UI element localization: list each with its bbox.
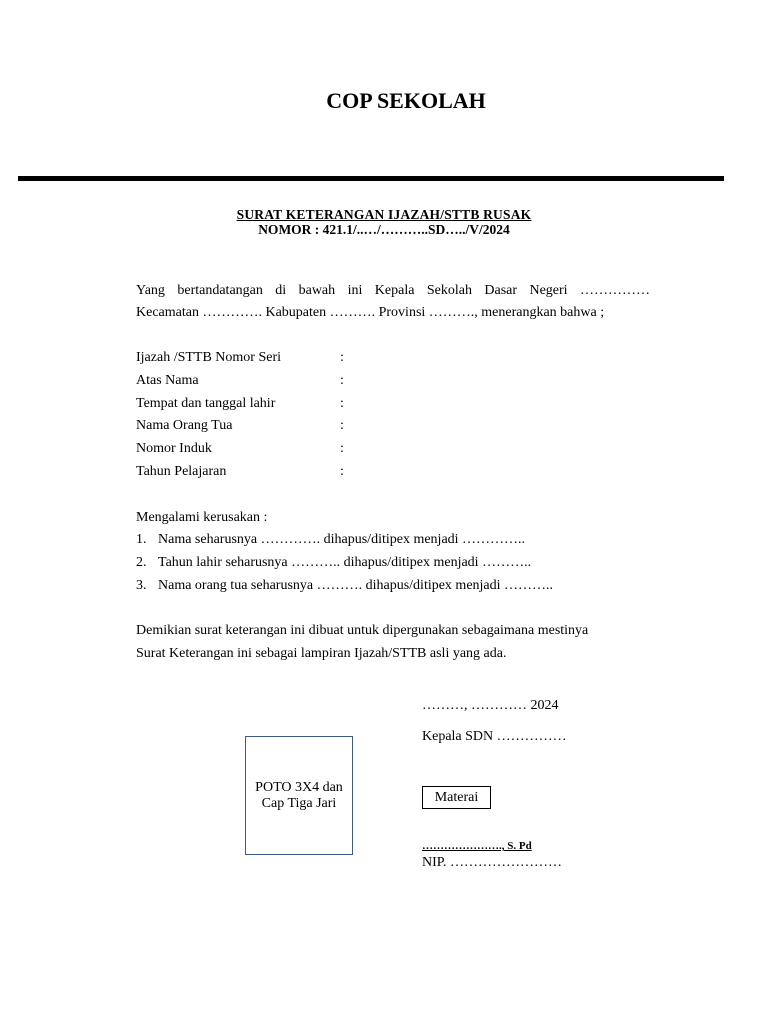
school-letterhead: COP SEKOLAH [326, 88, 486, 113]
signature-position: Kepala SDN …………… [422, 729, 567, 744]
header-divider [18, 176, 724, 181]
field-colon: : [340, 418, 344, 433]
letter-number: NOMOR : 421.1/..…/………..SD…../V/2024 [258, 222, 510, 237]
intro-line-2: Kecamatan …………. Kabupaten ………. Provinsi ………., menerangkan bahwa ; [136, 305, 605, 320]
field-label-student-number: Nomor Induk [136, 441, 212, 456]
photo-placeholder-label: POTO 3X4 dan [255, 779, 343, 795]
signature-place-date: ………, ………… 2024 [422, 698, 559, 713]
intro-word: Kepala [374, 283, 415, 298]
list-number: 1. [136, 532, 147, 547]
intro-word: ini [347, 283, 363, 298]
field-label-serial: Ijazah /STTB Nomor Seri [136, 350, 282, 365]
list-number: 3. [136, 578, 147, 593]
damage-item: Nama orang tua seharusnya ………. dihapus/ditipex menjadi ……….. [158, 578, 554, 593]
field-colon: : [340, 441, 344, 456]
photo-placeholder [245, 736, 353, 855]
intro-line-1 [136, 283, 650, 299]
damage-item: Tahun lahir seharusnya ……….. dihapus/ditipex menjadi ……….. [158, 555, 532, 570]
field-label-name: Atas Nama [136, 373, 199, 388]
intro-word: Dasar [484, 283, 518, 298]
closing-line: Demikian surat keterangan ini dibuat untuk dipergunakan sebagaimana mestinya [136, 623, 589, 638]
list-number: 2. [136, 555, 147, 570]
intro-word: Sekolah [426, 283, 472, 298]
signatory-name: …………………., S. Pd [422, 840, 532, 852]
field-colon: : [340, 396, 344, 411]
intro-word: di [275, 283, 287, 298]
photo-placeholder-label: Cap Tiga Jari [261, 795, 337, 811]
closing-line: Surat Keterangan ini sebagai lampiran Ijazah/STTB asli yang ada. [136, 646, 507, 661]
stamp-label: Materai [434, 789, 479, 805]
stamp-placeholder [422, 786, 491, 809]
damage-item: Nama seharusnya …………. dihapus/ditipex menjadi ………….. [158, 532, 526, 547]
signatory-nip: NIP. …………………… [422, 855, 563, 870]
field-colon: : [340, 373, 344, 388]
intro-word: Negeri [529, 283, 568, 298]
letter-title: SURAT KETERANGAN IJAZAH/STTB RUSAK [236, 207, 532, 222]
field-label-school-year: Tahun Pelajaran [136, 464, 227, 479]
field-label-birth: Tempat dan tanggal lahir [136, 396, 276, 411]
intro-word: bertandatangan [177, 283, 263, 298]
intro-word: Yang [136, 283, 165, 298]
intro-word: bawah [298, 283, 336, 298]
intro-word: …………… [579, 283, 650, 298]
field-label-parent: Nama Orang Tua [136, 418, 233, 433]
damage-heading: Mengalami kerusakan : [136, 510, 268, 525]
field-colon: : [340, 464, 344, 479]
field-colon: : [340, 350, 344, 365]
